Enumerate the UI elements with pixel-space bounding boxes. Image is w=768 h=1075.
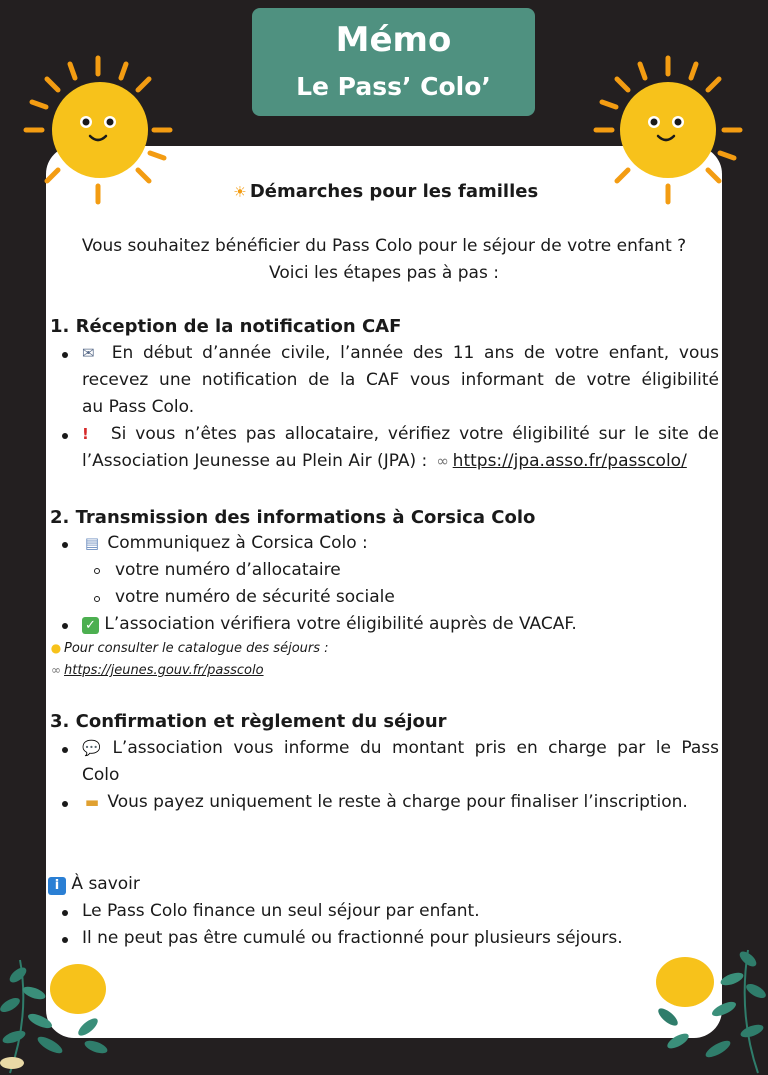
section-1-bullet-1-line-3: au Pass Colo.	[82, 397, 195, 417]
title-sign	[252, 8, 535, 116]
exclamation-icon: !	[82, 425, 89, 443]
bullet	[62, 747, 68, 753]
jpa-link[interactable]: https://jpa.asso.fr/passcolo/	[452, 451, 687, 471]
section-2-heading: 2. Transmission des informations à Corsica Colo	[50, 507, 536, 528]
speech-bubble-icon: 💬	[82, 739, 101, 757]
section-2-bullet-1: ▤ Communiquez à Corsica Colo :	[82, 533, 368, 553]
intro-heading	[46, 181, 722, 202]
section-1-heading: 1. Réception de la notification CAF	[50, 316, 402, 337]
section-2-bullet-2: ✓ L’association vérifiera votre éligibilité auprès de VACAF.	[82, 614, 577, 634]
section-2-sub-2: votre numéro de sécurité sociale	[115, 587, 395, 607]
section-3-bullet-1-line-2: Colo	[82, 765, 120, 785]
sun-emoji-icon: ☀	[233, 183, 247, 201]
section-1-bullet-2-line-1: ! Si vous n’êtes pas allocataire, vérifiez votre éligibilité sur le site de	[82, 424, 719, 444]
section-1-bullet-1-line-1: ✉ En début d’année civile, l’année des 11 ans de votre enfant, vous	[82, 343, 720, 363]
sub-bullet	[94, 568, 100, 574]
section-3-heading: 3. Confirmation et règlement du séjour	[50, 711, 447, 732]
lightbulb-icon: ●	[50, 641, 62, 655]
intro-line-1: Vous souhaitez bénéficier du Pass Colo pour le séjour de votre enfant ?	[81, 236, 687, 256]
catalogue-link[interactable]: https://jeunes.gouv.fr/passcolo	[64, 663, 264, 678]
section-3-bullet-1-line-1: 💬 L’association vous informe du montant pris en charge par le Pass	[82, 738, 719, 758]
mailbox-icon: ✉	[82, 344, 95, 362]
catalogue-link-line	[48, 663, 264, 678]
bullet	[62, 910, 68, 916]
bullet	[62, 542, 68, 548]
section-1-bullet-1-line-2: recevez une notification de la CAF vous informant de votre éligibilité	[82, 370, 719, 390]
bullet	[62, 433, 68, 439]
leaves-right-icon	[648, 945, 768, 1075]
bullet	[62, 801, 68, 807]
info-bullet-1: Le Pass Colo finance un seul séjour par enfant.	[82, 901, 480, 921]
sub-bullet	[94, 596, 100, 602]
link-icon: ∞	[51, 663, 61, 677]
page-title: Mémo	[335, 20, 452, 60]
info-heading: i À savoir	[48, 874, 140, 895]
catalogue-tip: ● Pour consulter le catalogue des séjours :	[48, 641, 329, 656]
page-subtitle: Le Pass’ Colo’	[296, 72, 491, 101]
check-mark-icon: ✓	[82, 617, 99, 634]
section-2-sub-1: votre numéro d’allocataire	[115, 560, 341, 580]
link-icon: ∞	[436, 452, 449, 470]
credit-card-icon: ▬	[84, 793, 100, 811]
section-1-bullet-2-line-2: l’Association Jeunesse au Plein Air (JPA) : ∞ https://jpa.asso.fr/passcolo/	[82, 451, 687, 471]
document-icon: ▤	[84, 534, 100, 552]
info-bullet-2: Il ne peut pas être cumulé ou fractionné pour plusieurs séjours.	[82, 928, 623, 948]
section-3-bullet-2: ▬ Vous payez uniquement le reste à charge pour finaliser l’inscription.	[82, 792, 688, 812]
bullet	[62, 937, 68, 943]
intro-line-2: Voici les étapes pas à pas :	[269, 263, 499, 283]
bullet	[62, 623, 68, 629]
leaves-left-icon	[0, 955, 110, 1075]
intro-heading-text: Démarches pour les familles	[249, 181, 539, 202]
bullet	[62, 352, 68, 358]
info-icon: i	[48, 877, 66, 895]
